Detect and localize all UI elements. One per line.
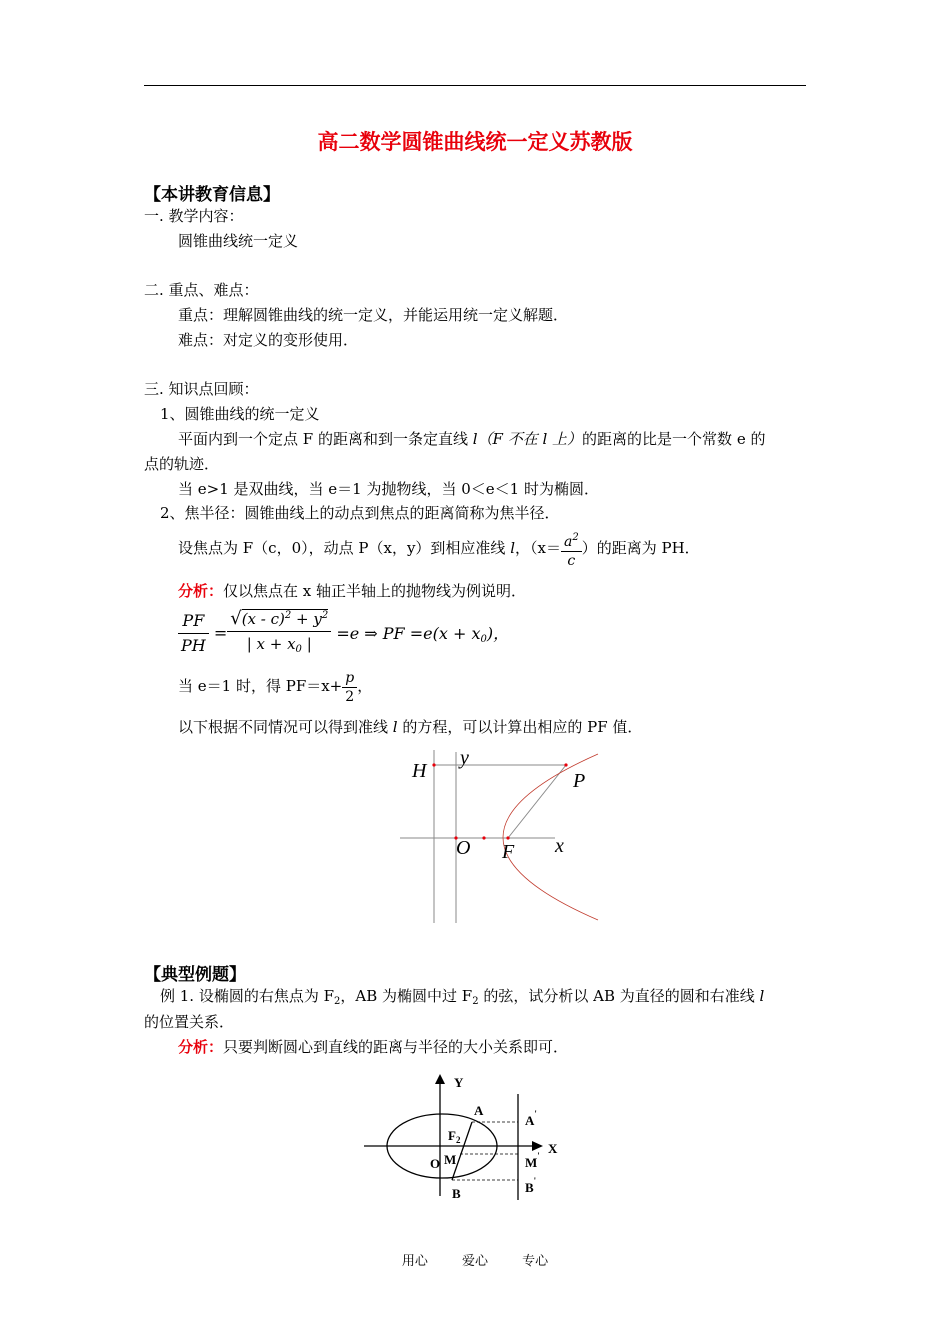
label-f2-sub: 2	[455, 1135, 461, 1145]
point-h	[432, 763, 435, 766]
formula-den-end: |	[301, 635, 312, 653]
e1-b: ，	[357, 677, 373, 695]
label-a: A	[474, 1103, 484, 1118]
ex1-b: ，AB 为椭圆中过 F	[340, 987, 473, 1005]
p-half-fraction	[342, 669, 357, 706]
label-y: y	[460, 747, 469, 769]
formula-den-sub: 0	[295, 644, 302, 655]
conclusion-line	[178, 717, 642, 737]
item2-title: 2、焦半径：圆锥曲线上的动点到焦点的距离简称为焦半径．	[160, 504, 560, 522]
item1-line1-a: 平面内到一个定点 F 的距离和到一条定直线	[178, 430, 473, 448]
label-a-prime-letter: A	[525, 1113, 535, 1128]
sqrt-plus-y: + y	[291, 610, 322, 628]
label-a-prime-mark: '	[534, 1109, 537, 1119]
vertex-point	[482, 836, 485, 839]
example1-line2: 的位置关系．	[144, 1013, 235, 1031]
e1-a: 当 e＝1 时，得 PF＝x+	[178, 677, 343, 695]
label-b-prime-mark: '	[533, 1176, 537, 1186]
item2-set-line	[178, 526, 700, 570]
label-f: F	[502, 841, 515, 863]
key-point: 重点：理解圆锥曲线的统一定义，并能运用统一定义解题．	[178, 306, 569, 324]
formula-lhs-num: PF	[178, 609, 209, 634]
label-h: H	[412, 760, 427, 782]
item2-set-l: l	[510, 539, 515, 557]
item2-set-c: ）的距离为 PH．	[581, 539, 700, 557]
analysis-2	[178, 1037, 568, 1057]
formula-eq: =	[213, 623, 228, 643]
label-b-prime	[525, 1176, 536, 1195]
item2-set-b: ，（x＝	[515, 539, 561, 557]
label-o: O	[456, 837, 471, 859]
item1-line2: 点的轨迹．	[144, 455, 220, 473]
label-p: P	[573, 770, 586, 792]
review-label: 三. 知识点回顾：	[144, 380, 259, 398]
y-axis-arrow	[435, 1074, 445, 1084]
analysis-1	[178, 581, 526, 601]
ex1-c: 的弦，试分析以 AB 为直径的圆和右准线	[478, 987, 760, 1005]
ellipse-figure	[360, 1068, 570, 1208]
label-f2-letter: F	[448, 1128, 456, 1143]
formula-middle	[227, 604, 331, 662]
x-axis-arrow	[532, 1141, 543, 1151]
frac-sup: 2	[572, 531, 579, 543]
conclusion-a: 以下根据不同情况可以得到准线	[178, 718, 393, 736]
item1-line1	[178, 429, 765, 449]
sqrt-sign: √	[230, 608, 242, 629]
label-a-prime	[525, 1109, 537, 1128]
formula-rhs	[336, 624, 509, 643]
frac-num: a	[563, 533, 573, 550]
ex1-l: l	[759, 987, 765, 1005]
section-heading-info: 【本讲教育信息】	[144, 185, 280, 205]
sqrt-inner: (x - c)	[241, 610, 285, 628]
label-x: x	[555, 835, 564, 857]
e1-line	[178, 664, 372, 708]
formula-lhs-den: PH	[181, 635, 206, 655]
conclusion-l: l	[392, 718, 398, 736]
content-text: 圆锥曲线统一定义	[178, 232, 299, 250]
section-heading-examples: 【典型例题】	[144, 965, 246, 985]
analysis-text-2: 只要判断圆心到直线的距离与半径的大小关系即可．	[223, 1038, 569, 1056]
analysis-text-1: 仅以焦点在 x 轴正半轴上的抛物线为例说明．	[223, 582, 527, 600]
ex1-sub2: 2	[472, 996, 479, 1007]
label-m: M	[444, 1152, 457, 1167]
page-footer: 用心 爱心 专心	[401, 1254, 549, 1269]
formula-rhs-sub: 0	[480, 634, 487, 645]
sqrt-sq2: 2	[321, 610, 329, 621]
directrix-fraction	[561, 529, 582, 570]
label-b: B	[452, 1186, 461, 1201]
formula-lhs	[178, 609, 209, 658]
label-y: Y	[454, 1075, 464, 1090]
e1-den: 2	[345, 688, 355, 705]
formula-den: | x + x	[246, 635, 296, 653]
parabola-figure	[400, 740, 610, 930]
label-x: X	[548, 1141, 558, 1156]
label-m-prime-mark: '	[537, 1151, 540, 1161]
document-title: 高二数学圆锥曲线统一定义苏教版	[317, 129, 633, 154]
label-o: O	[430, 1156, 441, 1171]
analysis-label-1: 分析：	[178, 582, 224, 600]
analysis-label-2: 分析：	[178, 1038, 224, 1056]
key-label: 二. 重点、难点：	[144, 281, 259, 299]
label-m-prime-letter: M	[525, 1155, 538, 1170]
focal-radius-formula	[178, 604, 509, 662]
point-f	[506, 836, 509, 839]
label-m-prime	[525, 1151, 540, 1170]
item1-line1-paren: （F 不在 l 上）	[477, 430, 583, 448]
label-b-prime-letter: B	[525, 1180, 534, 1195]
sqrt-sq1: 2	[284, 610, 292, 621]
sqrt-body	[242, 609, 329, 628]
item1-line1-b: 的距离的比是一个常数 e 的	[582, 430, 766, 448]
header-rule	[144, 85, 806, 86]
formula-rhs-text: =e ⇒ PF =e(x + x	[336, 624, 481, 643]
hard-point: 难点：对定义的变形使用．	[178, 331, 359, 349]
pf-segment	[508, 765, 566, 838]
point-p	[564, 763, 567, 766]
e1-num: p	[342, 669, 357, 688]
formula-rhs-end: )，	[486, 624, 510, 643]
frac-den: c	[567, 552, 576, 569]
conclusion-b: 的方程，可以计算出相应的 PF 值．	[397, 718, 643, 736]
ex1-a: 例 1. 设椭圆的右焦点为 F	[160, 987, 335, 1005]
item2-set-a: 设焦点为 F（c，0），动点 P（x，y）到相应准线	[178, 539, 511, 557]
item1-line1-l: l	[472, 430, 478, 448]
content-label: 一. 教学内容：	[144, 207, 244, 225]
label-f2	[448, 1128, 461, 1145]
item1-line3: 当 e>1 是双曲线，当 e＝1 为抛物线，当 0＜e＜1 时为椭圆．	[178, 480, 599, 498]
example1-line1	[160, 986, 764, 1012]
item1-title: 1、圆锥曲线的统一定义	[160, 405, 320, 423]
ex1-sub1: 2	[334, 996, 341, 1007]
